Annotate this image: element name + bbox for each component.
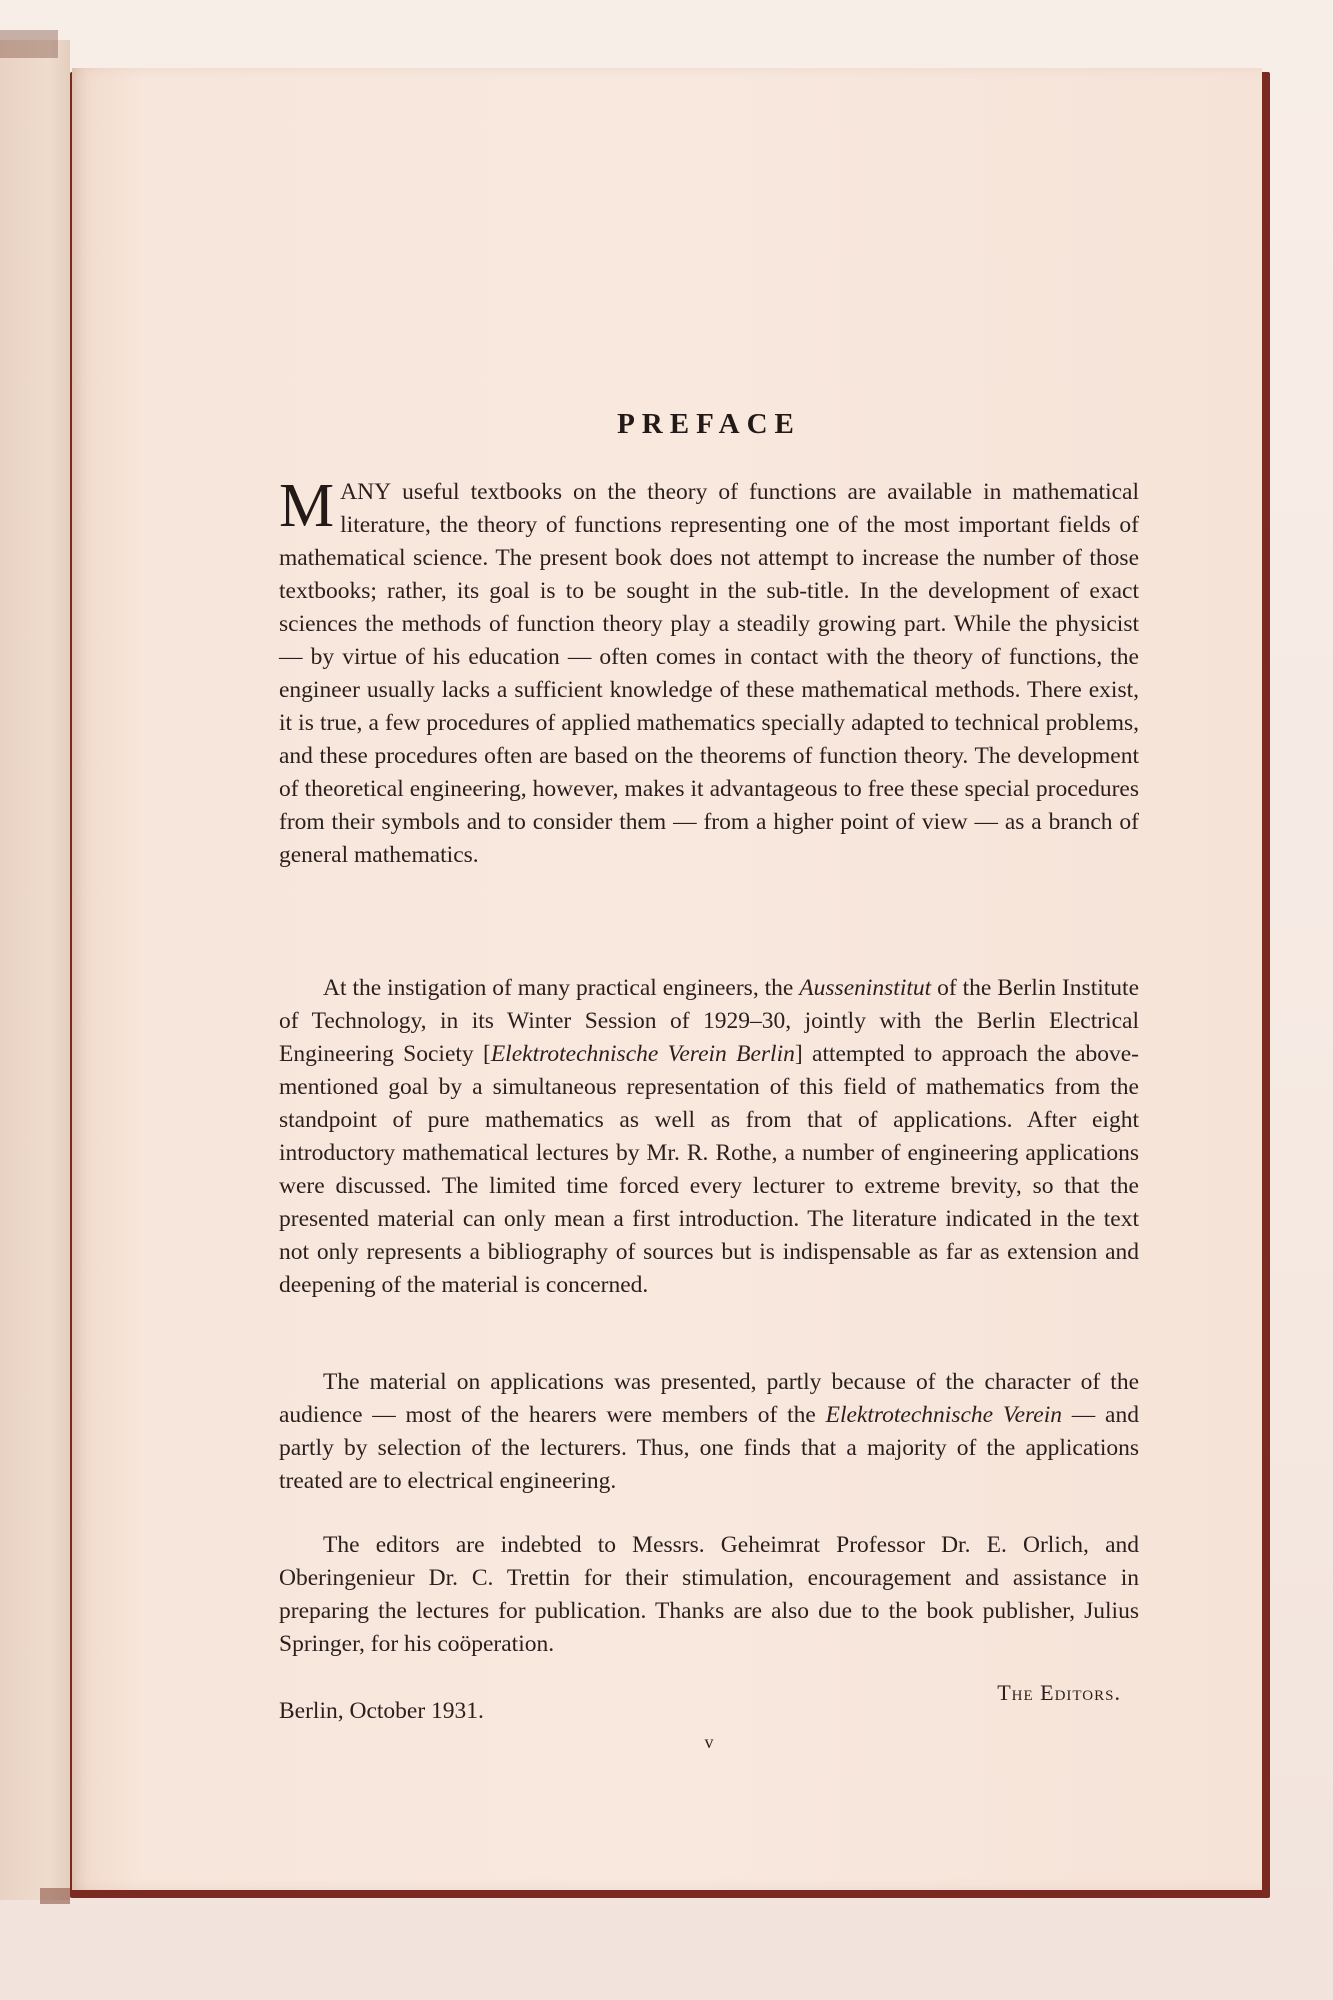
left-page-edge (0, 40, 70, 1900)
place-and-date: Berlin, October 1931. (279, 1698, 484, 1724)
paragraph-4: The editors are indebted to Messrs. Geheimrat Professor Dr. E. Orlich, and Oberingenieur Dr. C. Trettin for their stimulation, encouragement and assistance in preparing the lectures for publication. Thanks are also due to the book publisher, Julius Springer, for his coöperation. (279, 1532, 1139, 1657)
editors-signature: The Editors. (997, 1680, 1121, 1705)
drop-cap: M (279, 472, 335, 540)
page-number: v (704, 1732, 714, 1752)
paragraph-2-text-a: At the instigation of many practical engineers, the (323, 975, 800, 1001)
paragraph-3-text-c: — and partly by selection of the lecturers. Thus, one finds that a majority of the applications treated are to electrical engineering. (279, 1402, 1139, 1494)
lead-word: ANY (340, 479, 392, 505)
worn-spine-corner (0, 30, 58, 58)
paragraph-3-italic-verein: Elektrotechnische Verein (825, 1402, 1063, 1428)
paragraph-2-text-c: of the Berlin Institute of Technology, in its Winter Session of 1929–30, jointly with the Berlin Electrical Engineering Society [ (279, 975, 1139, 1067)
paragraph-3 (279, 1366, 1139, 1498)
worn-bottom-corner (40, 1888, 70, 1904)
paragraph-1 (279, 472, 1139, 872)
book-page (72, 68, 1262, 1890)
paragraph-2-italic-verein: Elektrotechnische Verein Berlin (490, 1041, 795, 1067)
paragraph-2-italic-ausseninstitut: Ausseninstitut (799, 975, 932, 1001)
paragraph-3-text-a: The material on applications was presented, partly because of the character of the audience — most of the hearers were members of the (279, 1369, 1139, 1428)
paragraph-2-text-e: ] attempted to approach the above-mentioned goal by a simultaneous representation of this field of mathematics from the standpoint of pure mathematics as well as from that of applications. After eight introductory mathematical lectures by Mr. R. Rothe, a number of engineering applications were discussed. The limited time forced every lecturer to extreme brevity, so that the presented material can only mean a first introduction. The literature indicated in the text not only represents a bibliography of sources but is indispensable as far as extension and deepening of the material is concerned. (279, 1041, 1140, 1298)
page-title: PREFACE (617, 408, 801, 440)
paragraph-2 (279, 972, 1139, 1302)
paragraph-1-text: useful textbooks on the theory of functions are available in mathematical literature, the theory of functions representing one of the most important fields of mathematical science. The present book does not attempt to increase the number of those textbooks; rather, its goal is to be sought in the sub-title. In the development of exact sciences the methods of function theory play a steadily growing part. While the physicist — by virtue of his education — often comes in contact with the theory of functions, the engineer usually lacks a sufficient knowledge of these mathematical methods. There exist, it is true, a few procedures of applied mathematics specially adapted to technical problems, and these procedures often are based on the theorems of function theory. The development of theoretical engineering, however, makes it advantageous to free these special procedures from their symbols and to consider them — from a higher point of view — as a branch of general mathematics. (279, 479, 1139, 868)
